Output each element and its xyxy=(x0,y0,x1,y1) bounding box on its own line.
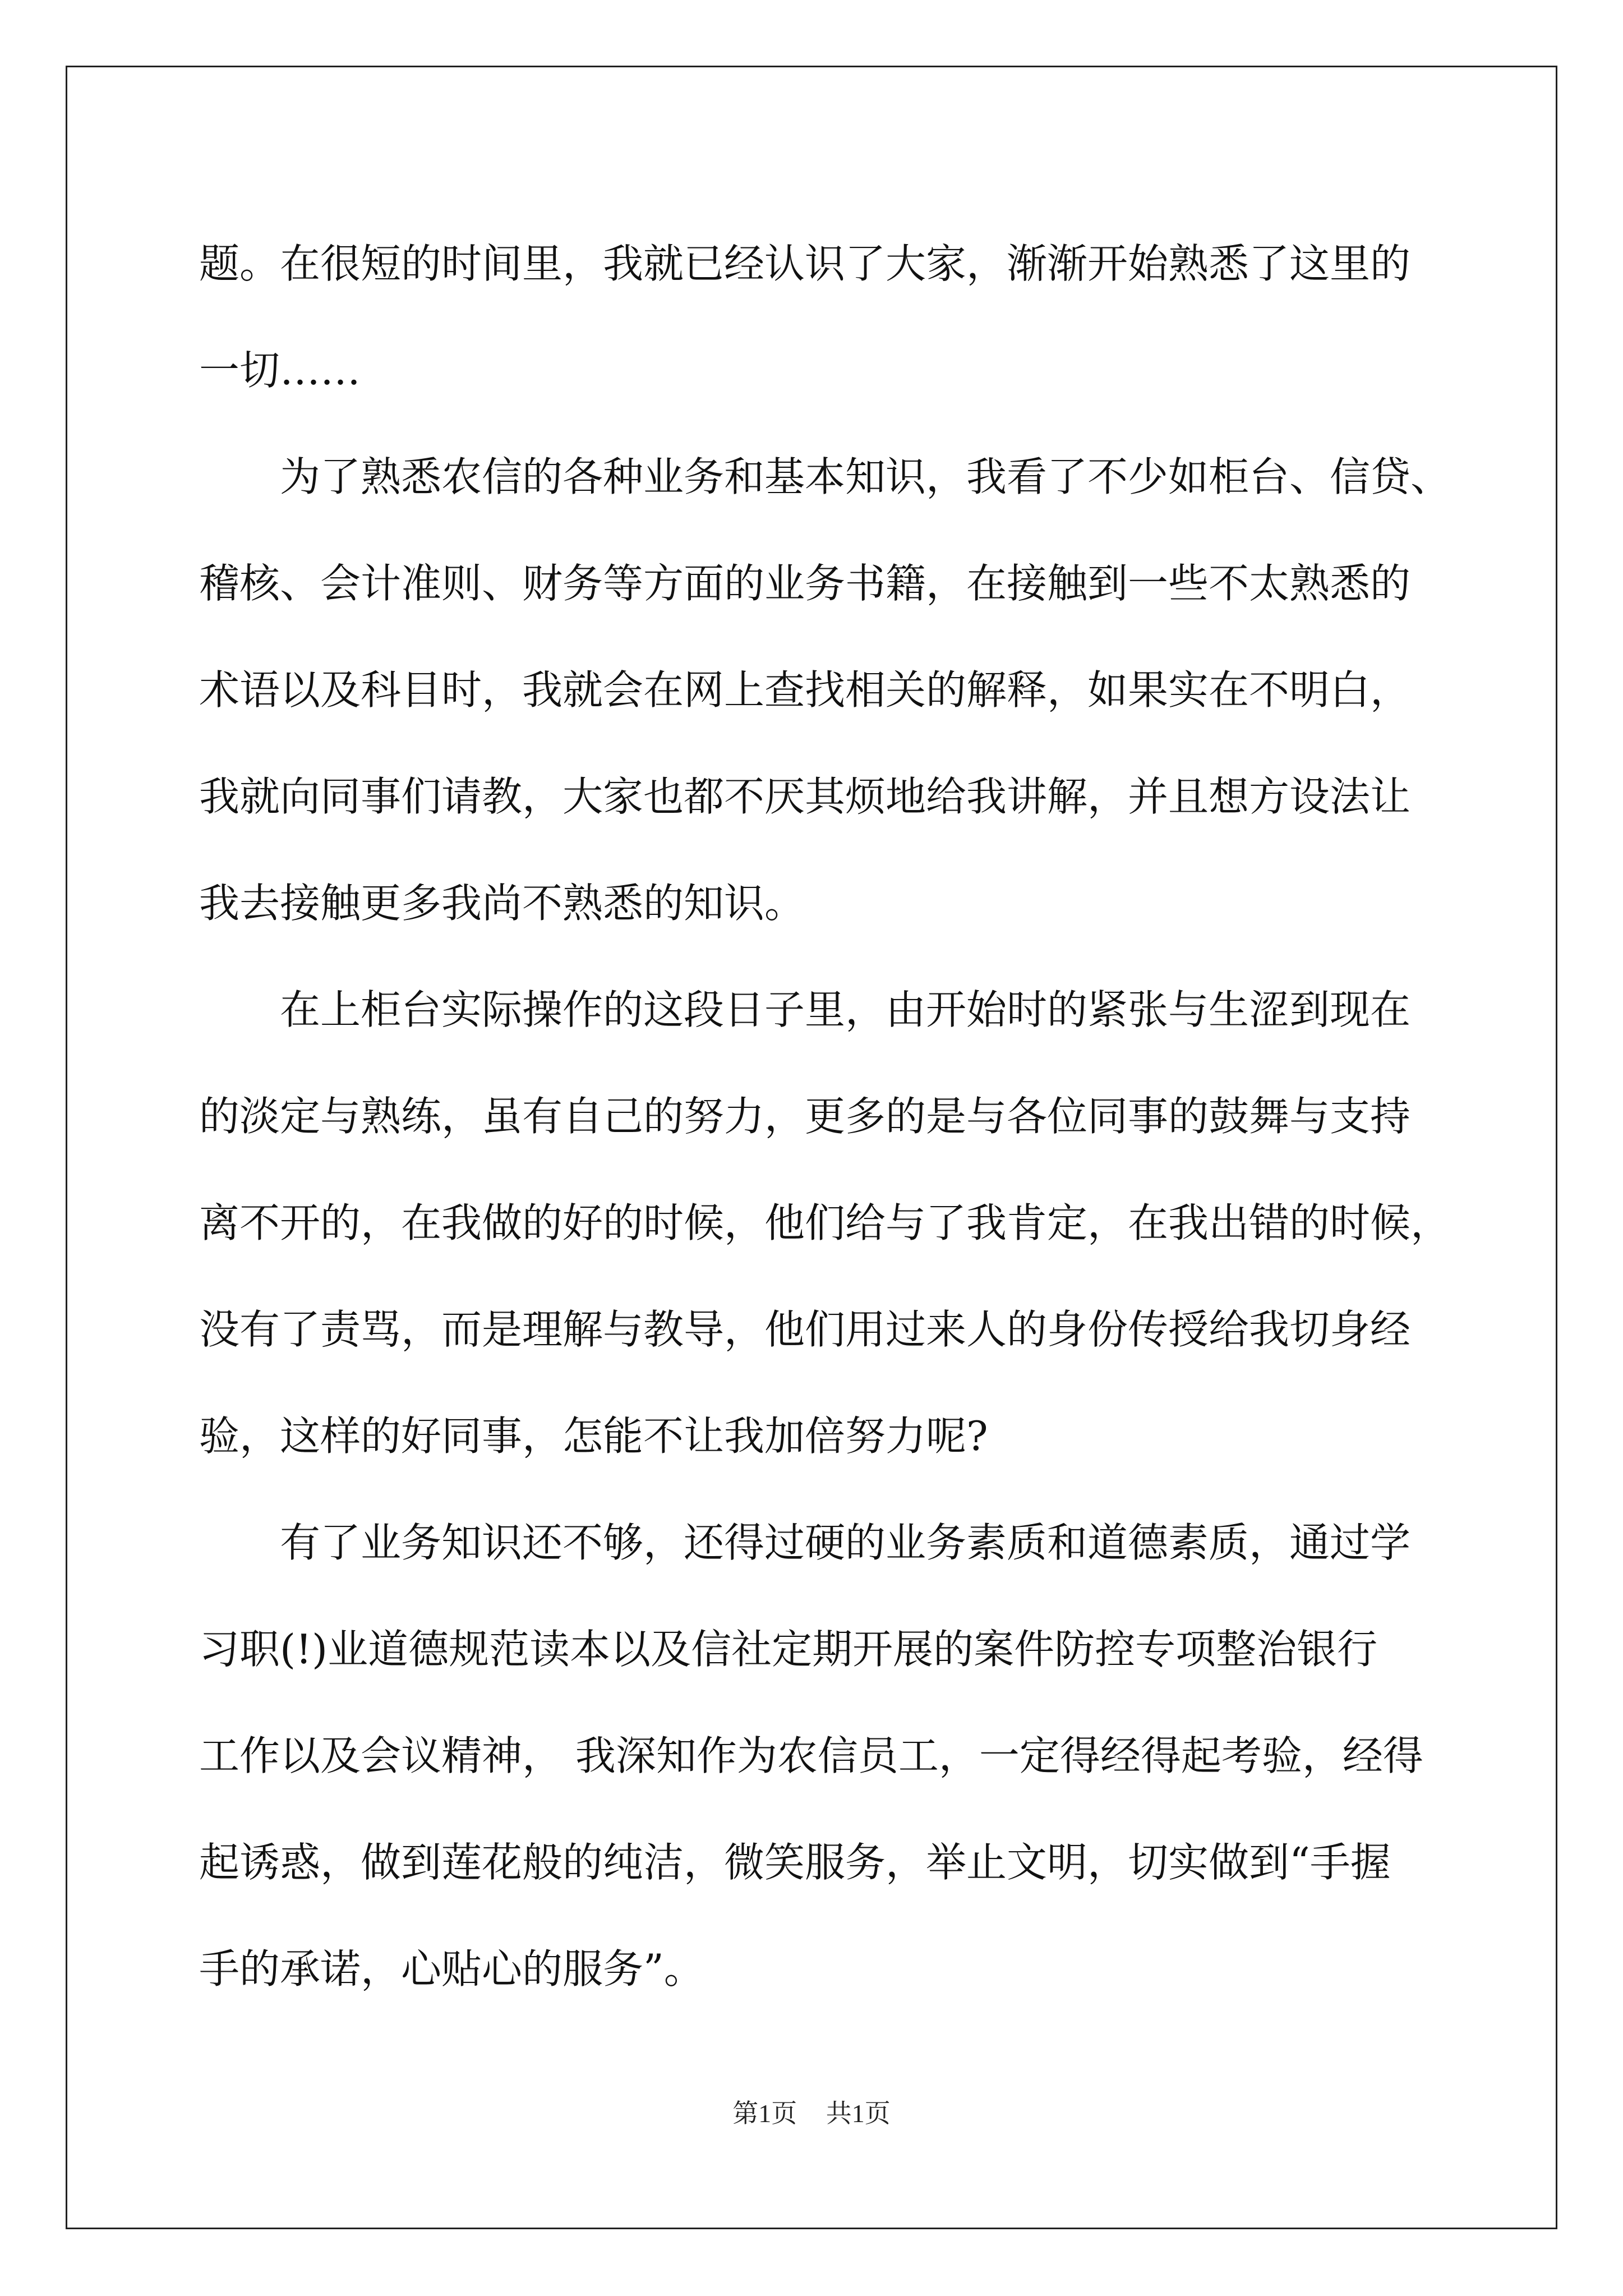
page-total: 共1页 xyxy=(826,2099,891,2128)
page-footer xyxy=(0,2097,1623,2131)
text-line: 习职(!)业道德规范读本以及信社定期开展的案件防控专项整治银行 xyxy=(199,1626,1378,1673)
text-line: 验，这样的好同事，怎能不让我加倍努力呢? xyxy=(199,1412,988,1460)
text-line: 一切…… xyxy=(199,347,361,394)
text-line: 的淡定与熟练，虽有自己的努力，更多的是与各位同事的鼓舞与支持 xyxy=(199,1093,1411,1140)
text-line: 为了熟悉农信的各种业务和基本知识，我看了不少如柜台、信贷、 xyxy=(280,453,1451,500)
text-line: 在上柜台实际操作的这段日子里，由开始时的紧张与生涩到现在 xyxy=(280,986,1411,1033)
text-line: 我去接触更多我尚不熟悉的知识。 xyxy=(199,880,805,927)
text-line: 我就向同事们请教，大家也都不厌其烦地给我讲解，并且想方设法让 xyxy=(199,773,1411,820)
text-line: 工作以及会议精神， 我深知作为农信员工，一定得经得起考验，经得 xyxy=(199,1732,1423,1779)
page-number: 第1页 xyxy=(732,2099,797,2128)
text-line: 稽核、会计准则、财务等方面的业务书籍，在接触到一些不太熟悉的 xyxy=(199,560,1411,607)
text-line: 没有了责骂，而是理解与教导，他们用过来人的身份传授给我切身经 xyxy=(199,1306,1411,1353)
text-line: 题。在很短的时间里，我就已经认识了大家，渐渐开始熟悉了这里的 xyxy=(199,240,1411,287)
text-line: 术语以及科目时，我就会在网上查找相关的解释，如果实在不明白， xyxy=(199,666,1411,714)
text-line: 起诱惑，做到莲花般的纯洁，微笑服务，举止文明，切实做到“手握 xyxy=(199,1839,1391,1886)
text-line: 手的承诺，心贴心的服务”。 xyxy=(199,1945,704,1993)
document-body xyxy=(199,210,1467,2022)
text-line: 离不开的，在我做的好的时候，他们给与了我肯定，在我出错的时候， xyxy=(199,1199,1451,1246)
text-line: 有了业务知识还不够，还得过硬的业务素质和道德素质，通过学 xyxy=(280,1519,1411,1566)
